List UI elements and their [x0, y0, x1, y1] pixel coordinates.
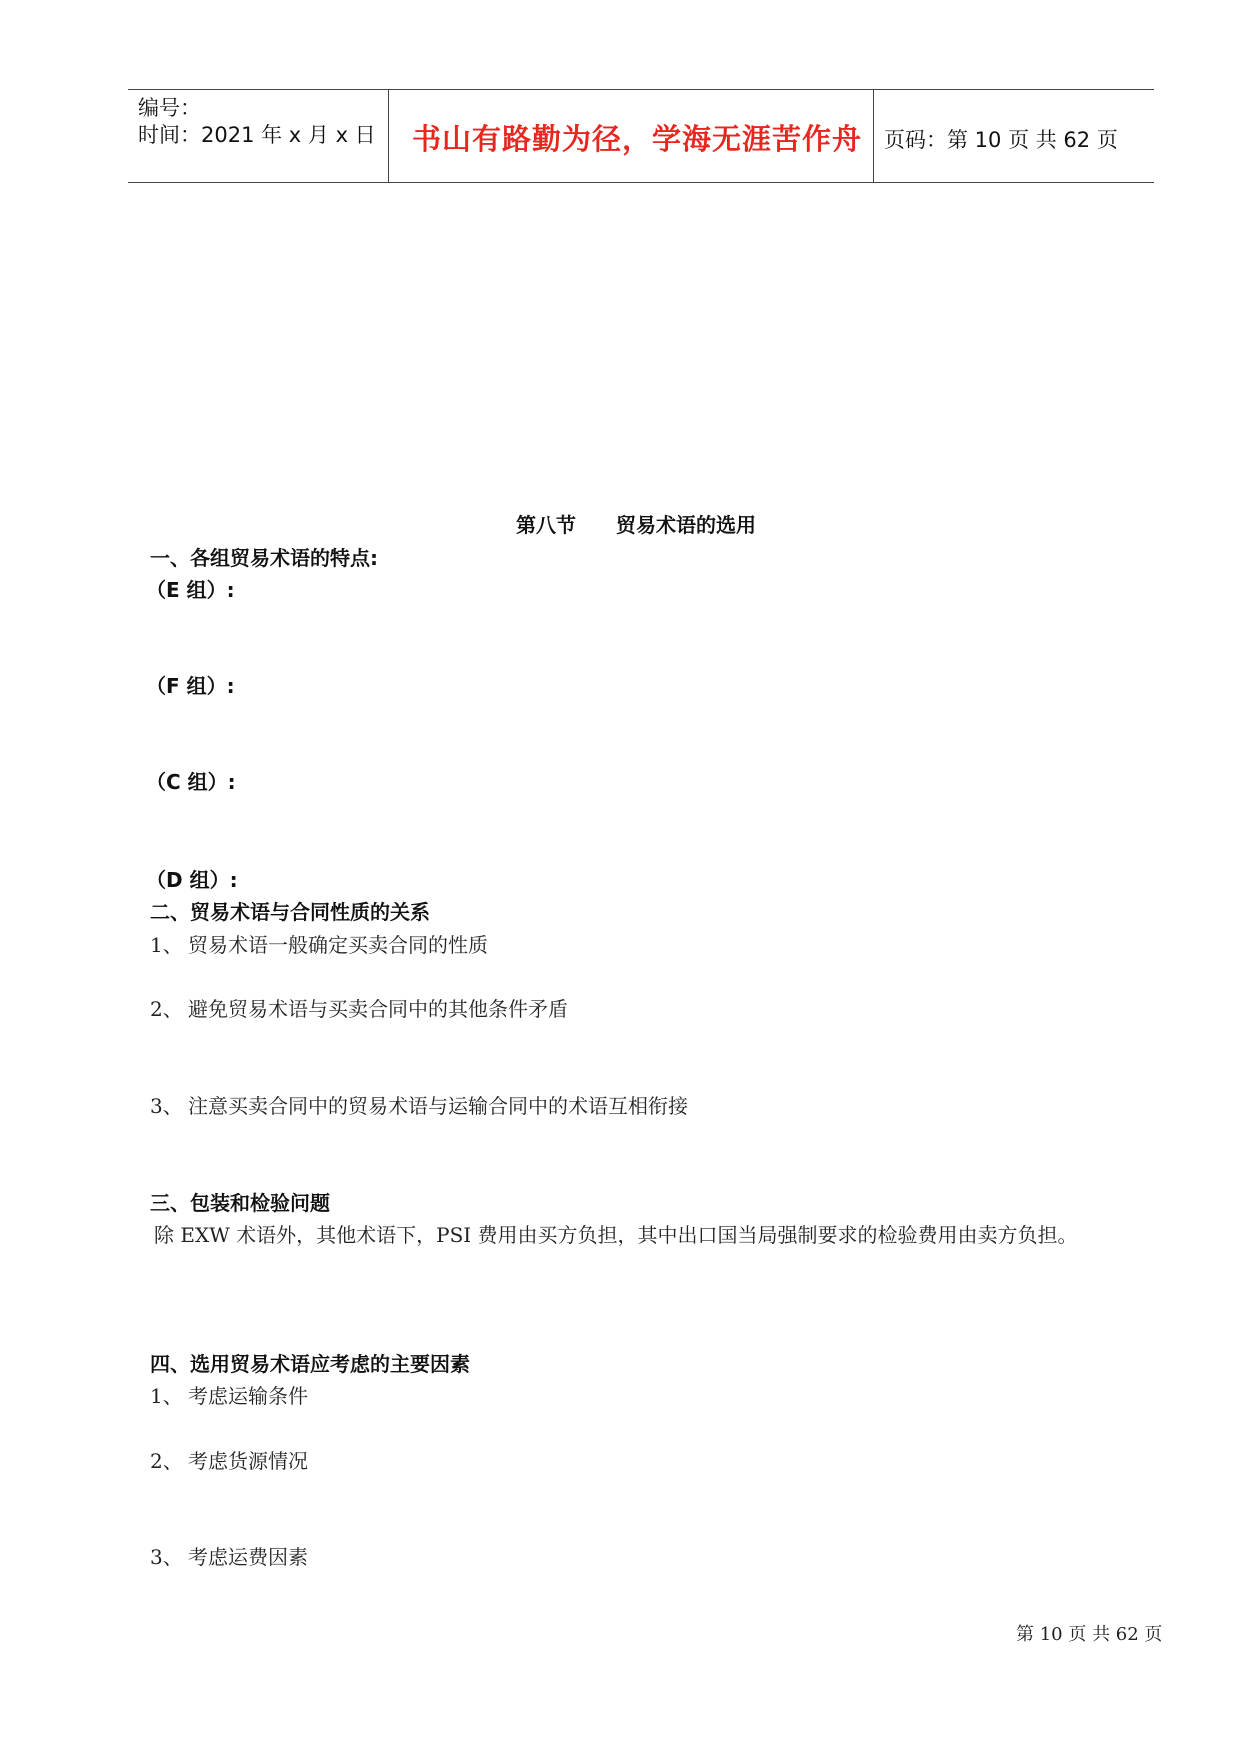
group-d-label: （D 组）:	[146, 868, 238, 892]
part4-item-2-num: 2、	[150, 1449, 183, 1473]
part4-item-2	[150, 1445, 308, 1474]
part2-item-3-text: 注意买卖合同中的贸易术语与运输合同中的术语互相衔接	[188, 1094, 688, 1118]
header-motto: 书山有路勤为径，学海无涯苦作舟	[412, 122, 863, 156]
part4-heading: 四、选用贸易术语应考虑的主要因素	[150, 1352, 470, 1376]
header-top-rule	[128, 89, 1154, 90]
page-footer: 第 10 页 共 62 页	[1016, 1624, 1163, 1645]
part4-item-1	[150, 1380, 308, 1409]
part4-item-3-num: 3、	[150, 1545, 183, 1569]
part4-item-3	[150, 1541, 308, 1570]
part4-item-1-num: 1、	[150, 1384, 183, 1408]
group-f-label: （F 组）:	[146, 674, 235, 698]
part3-text: 除 EXW 术语外，其他术语下，PSI 费用由买方负担，其中出口国当局强制要求的检验费用由卖方负担。	[154, 1223, 1078, 1247]
part2-item-2-num: 2、	[150, 997, 183, 1021]
header-page-code: 页码：第 10 页 共 62 页	[884, 128, 1118, 152]
part2-item-2-text: 避免贸易术语与买卖合同中的其他条件矛盾	[188, 997, 568, 1021]
header-divider-left	[388, 89, 389, 182]
part2-item-3-num: 3、	[150, 1094, 183, 1118]
part2-item-2	[150, 993, 568, 1022]
header-time-label: 时间：2021 年 x 月 x 日	[138, 123, 376, 147]
part4-item-1-text: 考虑运输条件	[188, 1384, 308, 1408]
part2-heading: 二、贸易术语与合同性质的关系	[150, 900, 430, 924]
part2-item-1	[150, 929, 488, 958]
header-number-label: 编号：	[138, 96, 201, 120]
section-title: 第八节 贸易术语的选用	[516, 513, 756, 537]
part2-item-1-text: 贸易术语一般确定买卖合同的性质	[188, 933, 488, 957]
group-c-label: （C 组）:	[146, 770, 236, 794]
part1-heading: 一、各组贸易术语的特点:	[150, 546, 378, 570]
group-e-label: （E 组）:	[146, 578, 235, 602]
part2-item-3	[150, 1090, 688, 1119]
header-divider-right	[873, 89, 874, 182]
part4-item-3-text: 考虑运费因素	[188, 1545, 308, 1569]
part4-item-2-text: 考虑货源情况	[188, 1449, 308, 1473]
header-bottom-rule	[128, 182, 1154, 183]
part3-heading: 三、包装和检验问题	[150, 1191, 330, 1215]
part2-item-1-num: 1、	[150, 933, 183, 957]
